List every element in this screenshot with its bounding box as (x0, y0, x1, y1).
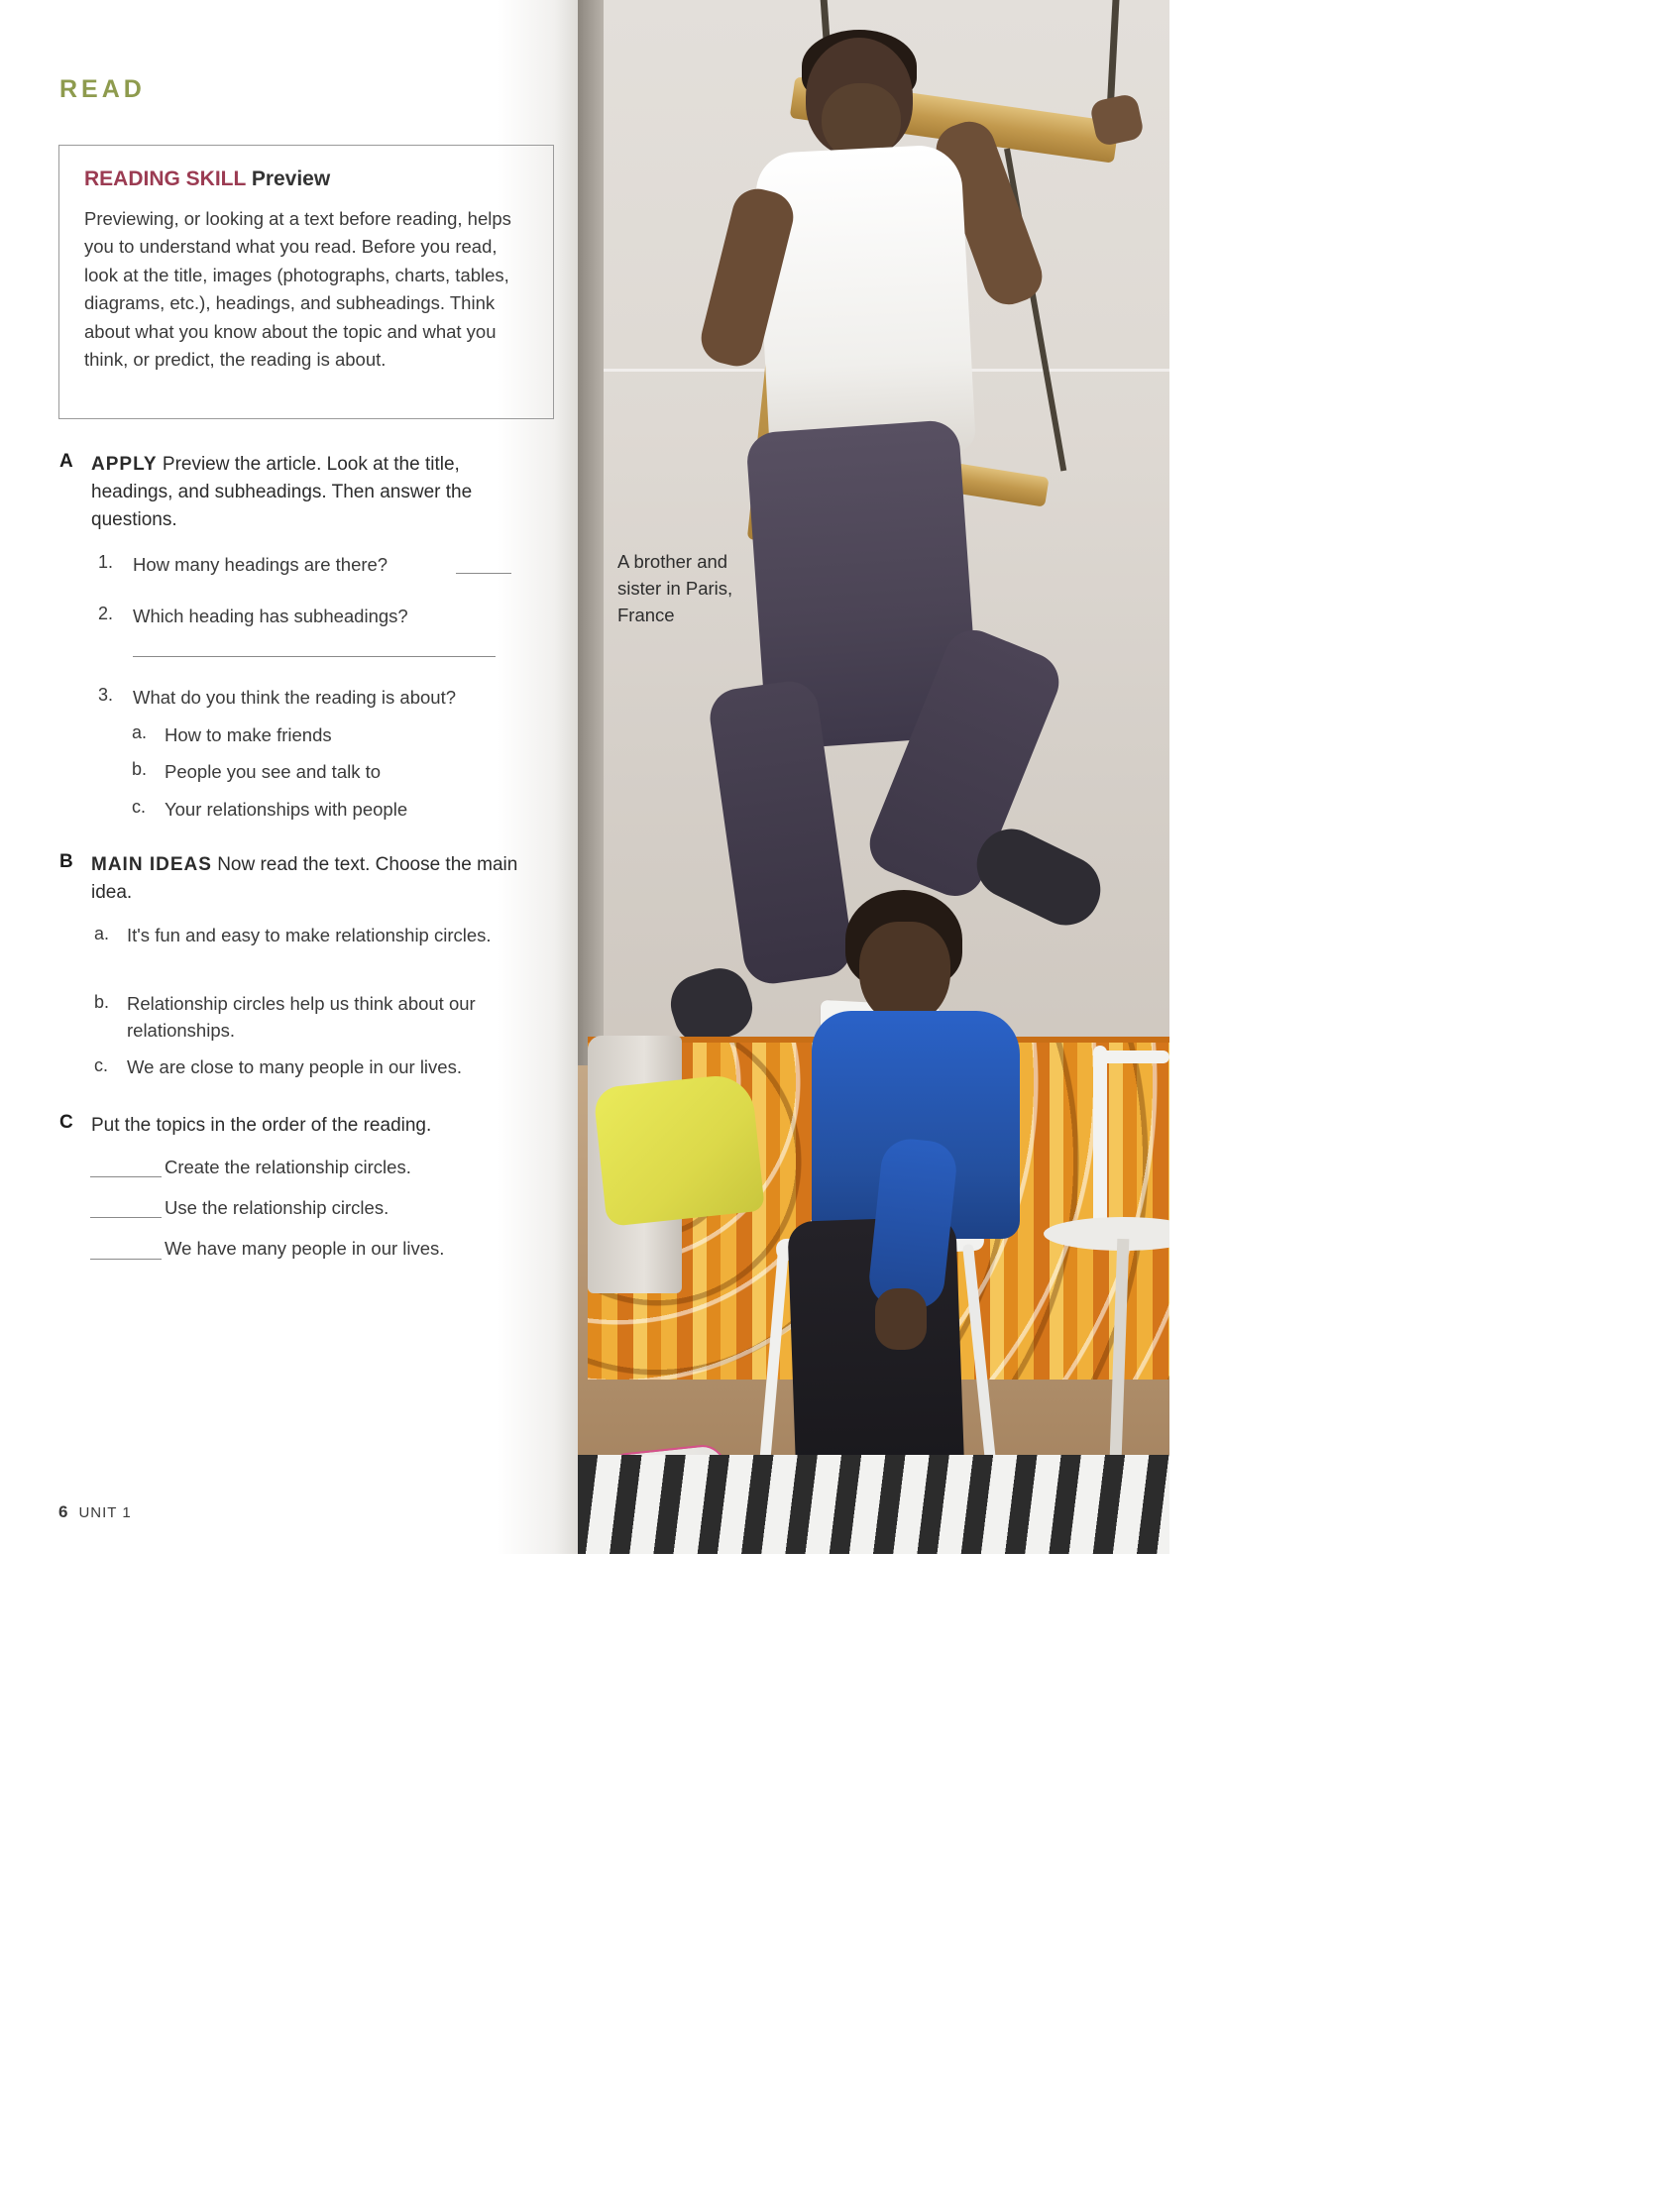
order-item-1: Create the relationship circles. (165, 1157, 411, 1177)
option-b-letter: b. (132, 759, 148, 779)
exercise-a-instruction (91, 451, 531, 534)
order-blank-2[interactable] (90, 1217, 162, 1218)
main-idea-b-letter: b. (94, 992, 110, 1012)
exercise-a-letter: A (59, 451, 73, 472)
boy-white-tshirt (754, 144, 976, 461)
second-chair-rail (1093, 1051, 1169, 1063)
second-chair-back (1093, 1046, 1107, 1244)
reading-skill-body: Previewing, or looking at a text before reading, helps you to understand what you read. Before you read, look at the title, images (photographs, charts, tables, diagrams, etc.), headings, and subheadings. Think about what you know about the topic and what you think, or predict, the reading is about. (84, 208, 511, 371)
reading-skill-box (58, 145, 554, 419)
main-idea-c-text[interactable]: We are close to many people in our lives. (127, 1056, 462, 1077)
main-idea-c-letter: c. (94, 1055, 109, 1075)
exercise-b-instruction-text: Now read the text. Choose the main idea. (91, 854, 518, 903)
exercise-c-instruction: Put the topics in the order of the reading. (91, 1115, 432, 1136)
striped-rug (578, 1455, 1169, 1554)
question-1-answer-blank[interactable] (456, 573, 511, 574)
girl-face (859, 922, 950, 1025)
reading-skill-heading (84, 167, 330, 191)
question-2-text: Which heading has subheadings? (133, 606, 408, 626)
order-item-2: Use the relationship circles. (165, 1197, 389, 1218)
question-3-text: What do you think the reading is about? (133, 687, 457, 708)
question-1-number: 1. (98, 552, 114, 572)
order-blank-1[interactable] (90, 1176, 162, 1177)
option-a-text[interactable]: How to make friends (165, 724, 332, 745)
reading-skill-heading-rest: Preview (251, 167, 331, 190)
exercise-c-letter: C (59, 1112, 73, 1133)
page-number: 6 (58, 1502, 69, 1521)
exercise-a-label: APPLY (91, 454, 158, 475)
order-item-3: We have many people in our lives. (165, 1238, 445, 1259)
girl-hand (875, 1288, 927, 1350)
exercise-b-instruction (91, 851, 527, 907)
question-2-answer-blank[interactable] (133, 656, 496, 657)
question-3-number: 3. (98, 685, 114, 705)
reading-skill-heading-bold: READING SKILL (84, 167, 246, 190)
exercise-b-label: MAIN IDEAS (91, 854, 212, 875)
wall-edge (578, 0, 604, 1065)
main-idea-a-text[interactable]: It's fun and easy to make relationship circles. (127, 925, 492, 945)
exercise-b-letter: B (59, 851, 73, 872)
page-footer (58, 1502, 132, 1522)
option-c-text[interactable]: Your relationships with people (165, 799, 408, 820)
question-1-text: How many headings are there? (133, 554, 388, 575)
unit-label: UNIT 1 (78, 1504, 132, 1521)
textbook-page (0, 0, 1169, 1554)
main-idea-a-letter: a. (94, 924, 110, 943)
main-idea-b-text[interactable]: Relationship circles help us think about our relationships. (127, 993, 476, 1041)
text-column (0, 0, 578, 1554)
question-2-number: 2. (98, 604, 114, 623)
option-a-letter: a. (132, 722, 148, 742)
photo-caption: A brother and sister in Paris, France (617, 551, 733, 625)
page-title: READ (59, 75, 146, 103)
option-c-letter: c. (132, 797, 147, 817)
order-blank-3[interactable] (90, 1259, 162, 1260)
photo-illustration (578, 0, 1169, 1554)
yellow-cushion (593, 1072, 765, 1227)
exercise-a-instruction-text: Preview the article. Look at the title, headings, and subheadings. Then answer the questions. (91, 454, 473, 530)
option-b-text[interactable]: People you see and talk to (165, 761, 382, 782)
